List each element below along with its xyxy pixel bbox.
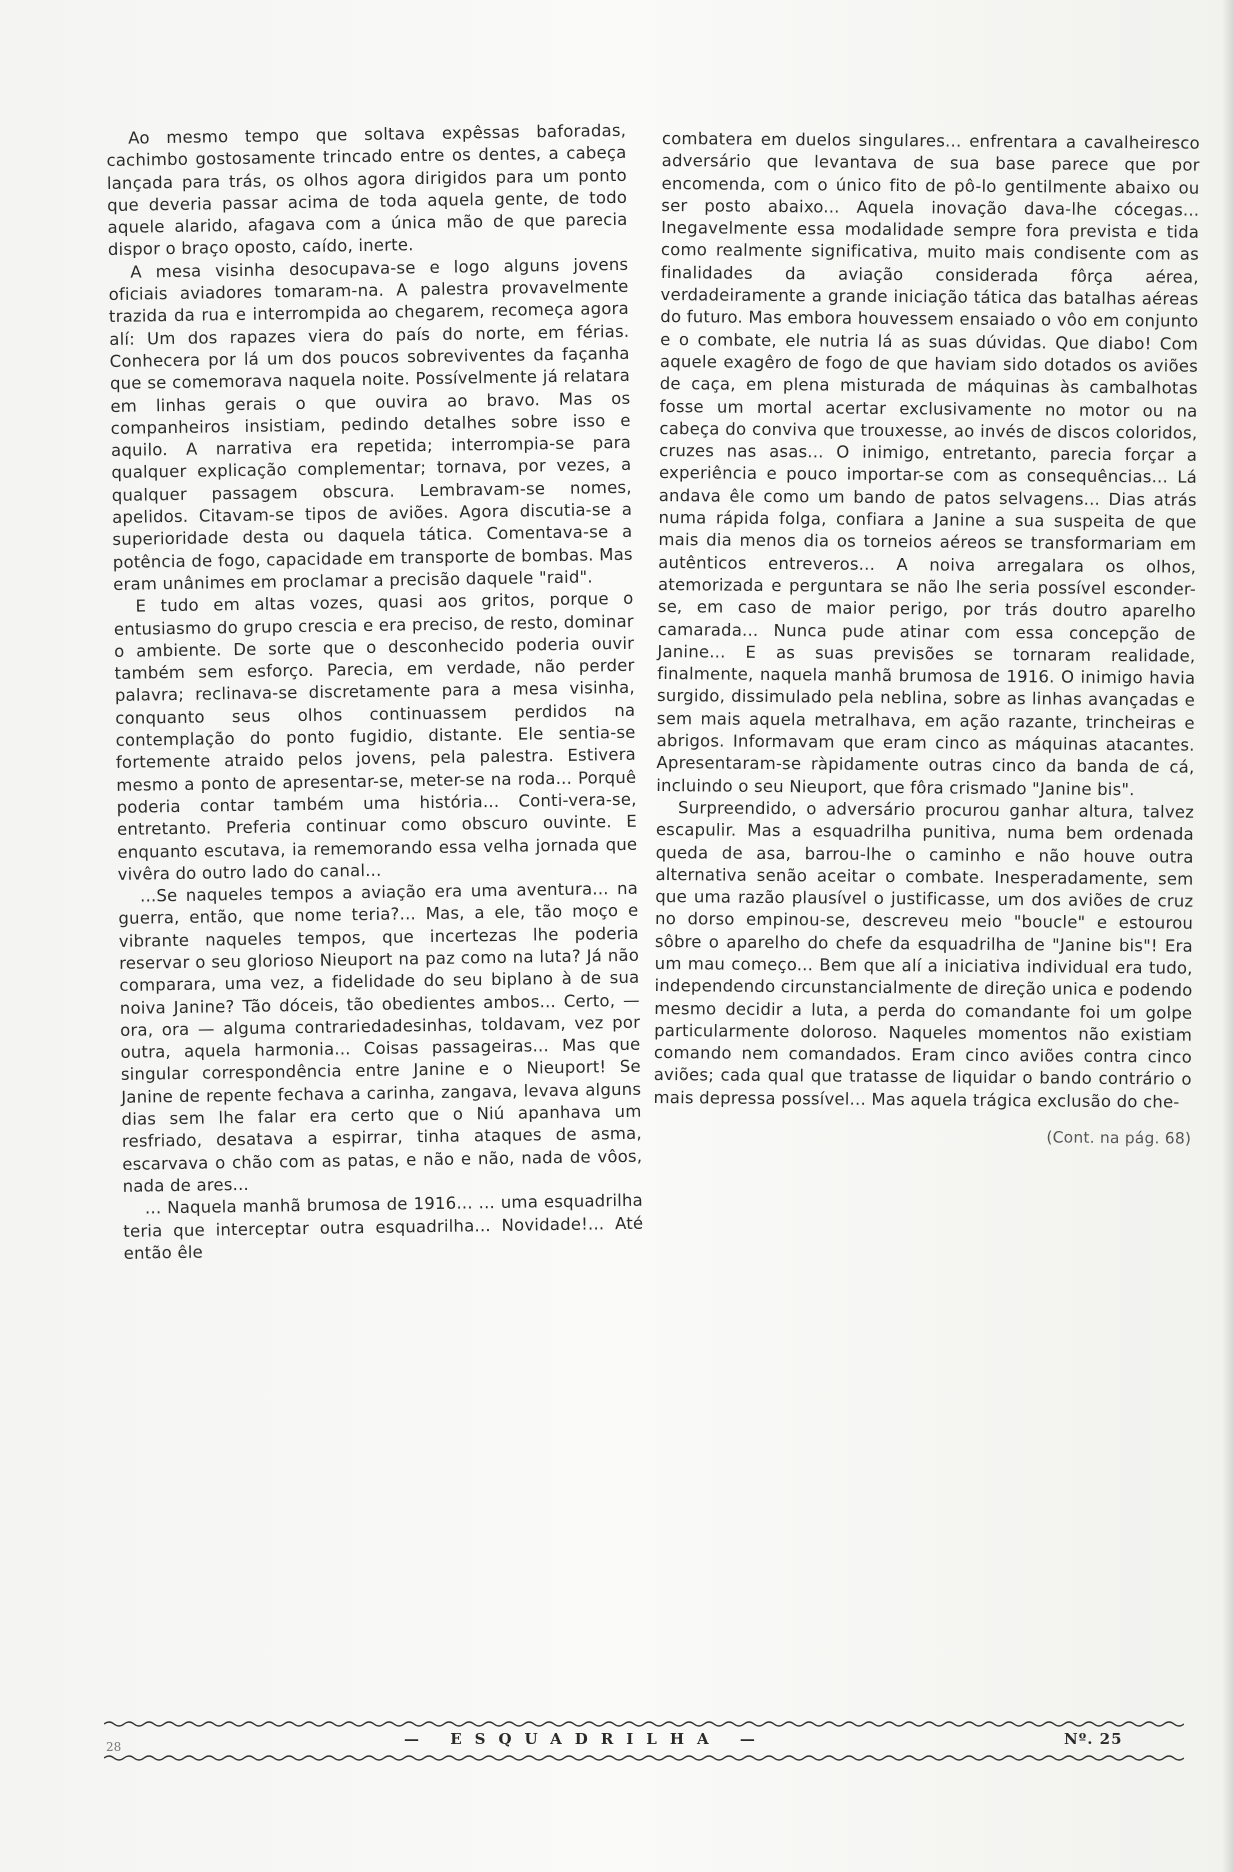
issue-number: Nº. 25	[1064, 1730, 1123, 1748]
paragraph: A mesa visinha desocupava-se e logo alguns jovens oficiais aviadores tomaram-na. A palestra provavelmente trazida da rua e interrompida ao chegarem, recomeça agora alí: Um dos rapazes viera do país do norte, em férias. Conhecera por lá um dos poucos sobreviventes da façanha que se comemorava naquela noite. Possívelmente já relatara em linhas gerais o que ouvira ao bravo. Mas os companheiros insistiam, pedindo detalhes sobre isso e aquilo. A narrativa era repetida; interrompia-se para qualquer explicação complementar; tornava, por vezes, a qualquer passagem obscura. Lembravam-se nomes, apelidos. Citavam-se tipos de aviões. Agora discutia-se a superioridade desta ou daquela tática. Comentava-se a potência de fogo, capacidade em transporte de bombas. Mas eram unânimes em proclamar a precisão daquele "raid".	[108, 254, 633, 594]
paragraph: Surpreendido, o adversário procurou ganhar altura, talvez escapulir. Mas a esquadrilha punitiva, numa bem ordenada queda de asa, barrou-lhe o caminho e não houve outra alternativa senão aceitar o combate. Inesperadamente, sem que uma razão plausível o justificasse, um dos aviões de cruz no dorso empinou-se, descreveu meio "boucle" e estourou sôbre o aparelho do chefe da esquadrilha de "Janine bis"! Era um mau começo... Bem que alí a iniciativa individual era tudo, independendo circunstancialmente de direção unica e podendo mesmo decidir a luta, a perda do comandante foi um golpe particularmente doloroso. Naqueles momentos não existiam comando nem comandados. Eram cinco aviões contra cinco aviões; cada qual que tratasse de liquidar o bando contrário o mais depressa possível... Mas aquela trágica exclusão do che-	[653, 798, 1195, 1112]
paragraph: ... Naquela manhã brumosa de 1916... ... uma esquadrilha teria que interceptar outra esquadrilha... Novidade!... Até então êle	[123, 1190, 644, 1263]
paragraph: E tudo em altas vozes, quasi aos gritos, porque o entusiasmo do grupo crescia e era preciso, de resto, dominar o ambiente. De sorte que o desconhecido poderia ouvir também sem esforço. Parecia, em verdade, não perder palavra; reclinava-se discretamente para a mesa visinha, conquanto seus olhos continuassem perdidos na contemplação do ponto fugidio, distante. Ele sentia-se fortemente atraido pelos jovens, pela palestra. Estivera mesmo a ponto de apresentar-se, meter-se na roda... Porquê poderia contar também uma história... Conti-vera-se, entretanto. Preferia continuar como obscuro ouvinte. E enquanto escutava, ia rememorando essa velha jornada que vivêra do outro lado do canal...	[113, 589, 638, 884]
paragraph: Ao mesmo tempo que soltava expêssas baforadas, cachimbo gostosamente trincado entre os dentes, a cabeça lançada para trás, os olhos agora dirigidos para um ponto que deveria passar acima de toda aquela gente, de todo aquele alarido, afagava com a única mão de que parecia dispor o braço oposto, caído, inerte.	[106, 120, 628, 260]
left-column	[106, 120, 644, 1265]
wavy-rule-top	[104, 1720, 1184, 1728]
footer-row	[104, 1730, 1184, 1752]
page-footer	[104, 1718, 1184, 1764]
page-number: 28	[106, 1740, 122, 1754]
continuation-note: (Cont. na pág. 68)	[1046, 1128, 1192, 1148]
paragraph: combatera em duelos singulares... enfrentara a cavalheiresco adversário que levantava de sua base parece que por encomenda, com o único fito de pô-lo gentilmente abaixo ou ser posto abaixo... Aquela inovação dava-lhe cócegas... Inegavelmente essa modalidade sempre fora prevista e tida como realmente significativa, muito mais condisente com as finalidades da aviação considerada fôrça aérea, verdadeiramente a grande iniciação tática das batalhas aéreas do futuro. Mas embora houvessem ensaiado o vôo em conjunto e o combate, ele nutria lá as suas dúvidas. Que diabo! Com aquele exagêro de fogo de que haviam sido dotados os aviões de caça, em plena misturada de máquinas às cambalhotas fosse um mortal acertar exclusivamente no motor ou na cabeça do conviva que trouxesse, ao invés de discos coloridos, cruzes nas asas... O inimigo, entretanto, parecia forçar a experiência e pouco importar-se com as consequências... Lá andava êle como um bando de patos selvagens... Dias atrás numa rápida folga, confiara a Janine a sua suspeita de que mais dia menos dia os torneios aéreos se transformariam em autênticos entreveros... A noiva arregalara os olhos, atemorizada e perguntara se não lhe seria possível esconder-se, em caso de maior perigo, por trás doutro aparelho camarada... Nunca pude atinar com essa concepção de Janine... E as suas previsões se tornaram realidade, finalmente, naquela manhã brumosa de 1916. O inimigo havia surgido, dissimulado pela neblina, sobre as linhas avançadas e sem mais aquela metralhava, em ação razante, trincheiras e abrigos. Informavam que eram cinco as máquinas atacantes. Apresentaram-se ràpidamente outras cinco da banda de cá, incluindo o seu Nieuport, que fôra crismado "Janine bis".	[656, 128, 1200, 799]
page-edge-shadow	[1222, 0, 1234, 1872]
right-column	[653, 128, 1200, 1150]
paragraph: ...Se naqueles tempos a aviação era uma aventura... na guerra, então, que nome teria?... Mas, a ele, tão moço e vibrante naqueles tempos, que incertezas lhe poderia reservar o seu glorioso Nieuport na paz como na luta? Já não comparara, uma vez, a fidelidade do seu biplano à de sua noiva Janine? Tão dóceis, tão obedientes ambos... Certo, — ora, ora — alguma contrariedadesinhas, toldavam, vez por outra, aquela harmonia... Coisas passageiras... Mas que singular correspondência entre Janine e o Nieuport! Se Janine de repente fechava a carinha, zangava, levava alguns dias sem lhe falar era certo que o Niú apanhava um resfriado, desatava a espirrar, tinha ataques de asma, escarvava o chão com as patas, e não e não, nada de vôos, nada de ares...	[118, 878, 643, 1196]
wavy-rule-bottom	[104, 1754, 1184, 1762]
magazine-title: — ESQUADRILHA —	[404, 1730, 768, 1748]
